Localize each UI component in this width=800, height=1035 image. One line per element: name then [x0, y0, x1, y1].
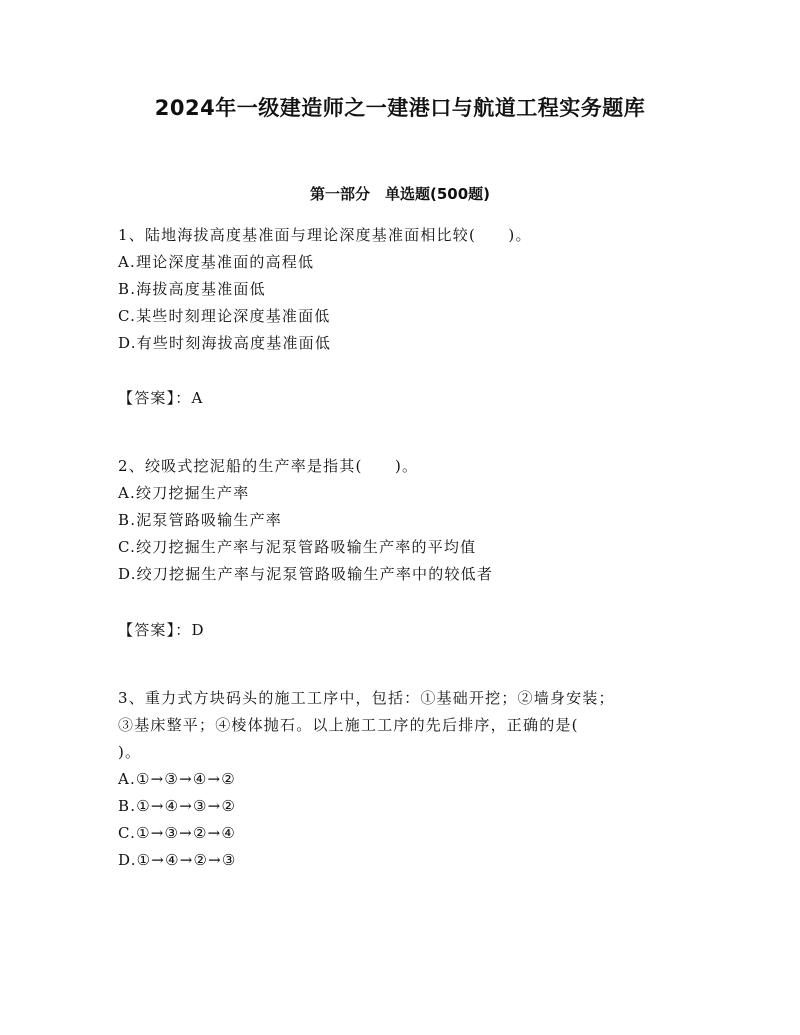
question-3-stem-line-3: )。 [118, 743, 142, 761]
question-1-option-c: C.某些时刻理论深度基准面低 [118, 307, 331, 325]
document-title: 2024年一级建造师之一建港口与航道工程实务题库 [154, 96, 646, 120]
question-1-stem: 1、陆地海拔高度基准面与理论深度基准面相比较( )。 [118, 226, 532, 244]
question-1-option-a: A.理论深度基准面的高程低 [118, 253, 315, 271]
question-3-stem-line-2: ③基床整平；④棱体抛石。以上施工工序的先后排序，正确的是( [118, 716, 579, 734]
question-1-option-b: B.海拔高度基准面低 [118, 280, 266, 298]
question-2-option-c: C.绞刀挖掘生产率与泥泵管路吸输生产率的平均值 [118, 538, 477, 556]
question-2-option-a: A.绞刀挖掘生产率 [118, 484, 250, 502]
question-1-option-d: D.有些时刻海拔高度基准面低 [118, 334, 332, 352]
question-2-option-d: D.绞刀挖掘生产率与泥泵管路吸输生产率中的较低者 [118, 565, 494, 583]
question-3-option-c: C.①→③→②→④ [118, 824, 237, 842]
question-3-option-a: A.①→③→④→② [118, 770, 236, 788]
question-3-option-b: B.①→④→③→② [118, 797, 237, 815]
question-1-answer: 【答案】：A [118, 389, 204, 407]
question-3-stem-line-1: 3、重力式方块码头的施工工序中，包括：①基础开挖；②墙身安装； [118, 689, 615, 707]
question-3-option-d: D.①→④→②→③ [118, 851, 237, 869]
question-2-option-b: B.泥泵管路吸输生产率 [118, 511, 282, 529]
section-title: 第一部分 单选题(500题) [309, 185, 491, 203]
question-2-answer: 【答案】：D [118, 621, 205, 639]
question-2-stem: 2、绞吸式挖泥船的生产率是指其( )。 [118, 457, 419, 475]
